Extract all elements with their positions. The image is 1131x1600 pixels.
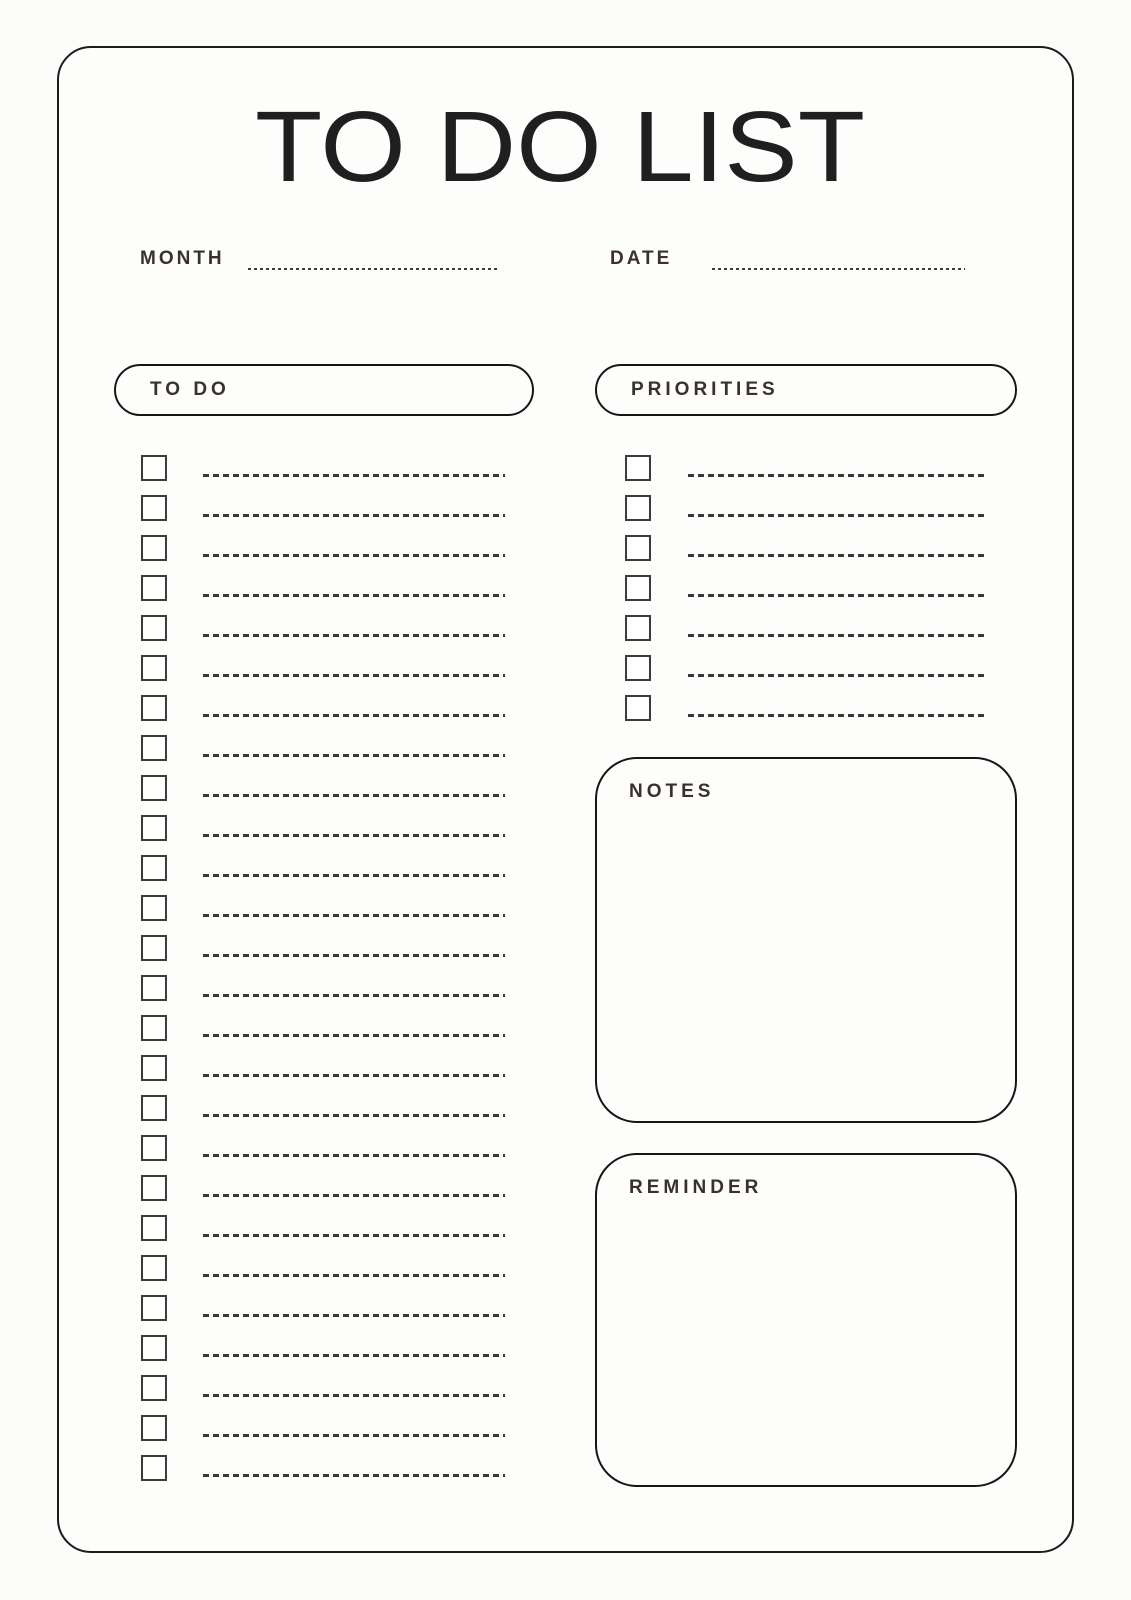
todo-write-line[interactable] [203,474,505,477]
todo-checkbox[interactable] [141,1055,167,1081]
todo-section-title: TO DO [150,379,230,400]
priority-checkbox[interactable] [625,615,651,641]
page-title: TO DO LIST [255,91,865,203]
todo-write-line[interactable] [203,994,505,997]
todo-write-line[interactable] [203,874,505,877]
priority-write-line[interactable] [688,474,985,477]
month-label: MONTH [140,248,225,269]
todo-checkbox[interactable] [141,975,167,1001]
date-input-line[interactable] [712,268,965,270]
priority-checkbox[interactable] [625,535,651,561]
todo-checkbox[interactable] [141,735,167,761]
todo-write-line[interactable] [203,794,505,797]
todo-write-line[interactable] [203,634,505,637]
priority-write-line[interactable] [688,674,985,677]
todo-write-line[interactable] [203,954,505,957]
reminder-content-area[interactable] [597,1199,1015,1469]
notes-content-area[interactable] [597,803,1015,1105]
todo-checkbox[interactable] [141,855,167,881]
todo-checkbox[interactable] [141,695,167,721]
reminder-label: REMINDER [629,1177,763,1198]
priority-write-line[interactable] [688,714,985,717]
todo-checkbox[interactable] [141,1095,167,1121]
todo-checkbox[interactable] [141,455,167,481]
todo-write-line[interactable] [203,1394,505,1397]
todo-checkbox[interactable] [141,1455,167,1481]
todo-checkbox[interactable] [141,1295,167,1321]
todo-checkbox[interactable] [141,935,167,961]
todo-checkbox[interactable] [141,1255,167,1281]
todo-checkbox[interactable] [141,575,167,601]
todo-section-header [114,364,534,416]
todo-checkbox[interactable] [141,495,167,521]
priority-write-line[interactable] [688,634,985,637]
todo-checkbox[interactable] [141,1335,167,1361]
todo-checkbox[interactable] [141,535,167,561]
todo-write-line[interactable] [203,1354,505,1357]
priority-write-line[interactable] [688,554,985,557]
todo-write-line[interactable] [203,674,505,677]
todo-write-line[interactable] [203,1194,505,1197]
todo-checkbox[interactable] [141,655,167,681]
todo-checkbox[interactable] [141,1375,167,1401]
todo-write-line[interactable] [203,834,505,837]
page-title-area [0,0,1131,230]
todo-write-line[interactable] [203,514,505,517]
todo-checkbox[interactable] [141,775,167,801]
todo-checkbox[interactable] [141,1415,167,1441]
todo-write-line[interactable] [203,1034,505,1037]
todo-checkbox[interactable] [141,1215,167,1241]
priority-checkbox[interactable] [625,655,651,681]
notes-label: NOTES [629,781,715,802]
priority-checkbox[interactable] [625,695,651,721]
priorities-section-header [595,364,1017,416]
todo-checkbox[interactable] [141,1135,167,1161]
todo-checkbox[interactable] [141,1015,167,1041]
todo-checkbox[interactable] [141,615,167,641]
todo-write-line[interactable] [203,1234,505,1237]
todo-checkbox[interactable] [141,815,167,841]
date-label: DATE [610,248,673,269]
todo-write-line[interactable] [203,714,505,717]
todo-write-line[interactable] [203,914,505,917]
todo-write-line[interactable] [203,1274,505,1277]
page-title-svg [0,0,1131,230]
priority-checkbox[interactable] [625,495,651,521]
reminder-box [595,1153,1017,1487]
todo-write-line[interactable] [203,1434,505,1437]
todo-write-line[interactable] [203,594,505,597]
notes-box [595,757,1017,1123]
todo-checkbox[interactable] [141,1175,167,1201]
todo-write-line[interactable] [203,1114,505,1117]
priority-write-line[interactable] [688,514,985,517]
todo-write-line[interactable] [203,754,505,757]
todo-write-line[interactable] [203,1074,505,1077]
todo-write-line[interactable] [203,554,505,557]
month-input-line[interactable] [248,268,498,270]
todo-write-line[interactable] [203,1154,505,1157]
priority-checkbox[interactable] [625,455,651,481]
priority-checkbox[interactable] [625,575,651,601]
priorities-section-title: PRIORITIES [631,379,779,400]
todo-write-line[interactable] [203,1314,505,1317]
todo-checkbox[interactable] [141,895,167,921]
todo-write-line[interactable] [203,1474,505,1477]
priority-write-line[interactable] [688,594,985,597]
